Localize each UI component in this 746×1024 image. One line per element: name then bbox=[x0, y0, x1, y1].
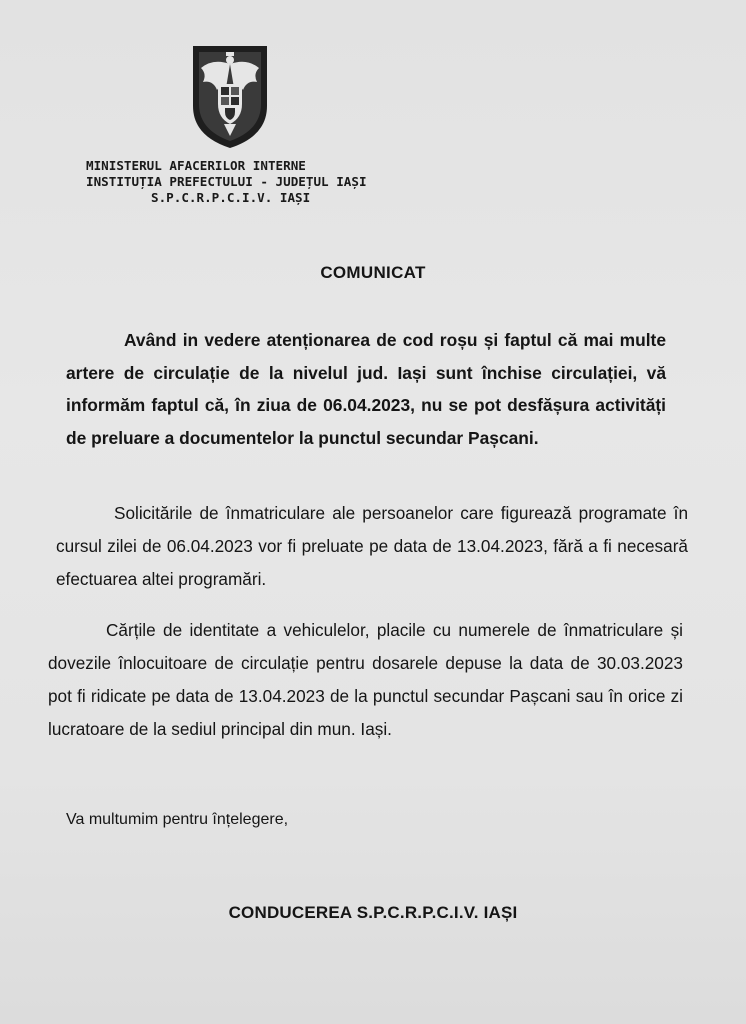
institution-header bbox=[86, 158, 426, 206]
paragraph-2-text: Solicitările de înmatriculare ale persoanelor care figurează programate în cursul zilei de 06.04.2023 vor fi preluate pe data de 13.04.2023, fără a fi necesară efectuarea altei programări. bbox=[56, 503, 688, 589]
paragraph-bold-notice bbox=[66, 324, 666, 454]
header-ministry: MINISTERUL AFACERILOR INTERNE bbox=[86, 158, 306, 173]
coat-of-arms-icon bbox=[191, 44, 269, 150]
paragraph-registration bbox=[56, 497, 688, 596]
header-service: S.P.C.R.P.C.I.V. IAȘI bbox=[151, 190, 311, 205]
header-prefecture: INSTITUȚIA PREFECTULUI - JUDEȚUL IAȘI bbox=[86, 174, 367, 189]
paragraph-1-text: Având in vedere atenționarea de cod roșu și faptul că mai multe artere de circulație de la nivelul jud. Iași sunt închise circulației, vă informăm faptul că, în ziua de 06.04.2023, nu se pot desfășura activități de preluare a documentelor la punctul secundar Pașcani. bbox=[66, 330, 666, 448]
document-title: COMUNICAT bbox=[320, 263, 426, 282]
paragraph-documents bbox=[48, 614, 683, 746]
paragraph-3-text: Cărțile de identitate a vehiculelor, placile cu numerele de înmatriculare și dovezile înlocuitoare de circulație pentru dosarele depuse la data de 30.03.2023 pot fi ridicate pe data de 13.04.2023 de la punctul secundar Pașcani sau în orice zi lucratoare de la sediul principal din mun. Iași. bbox=[48, 620, 683, 739]
signature-block: CONDUCEREA S.P.C.R.P.C.I.V. IAȘI bbox=[228, 903, 518, 922]
closing-text: Va multumim pentru înțelegere, bbox=[66, 811, 289, 828]
